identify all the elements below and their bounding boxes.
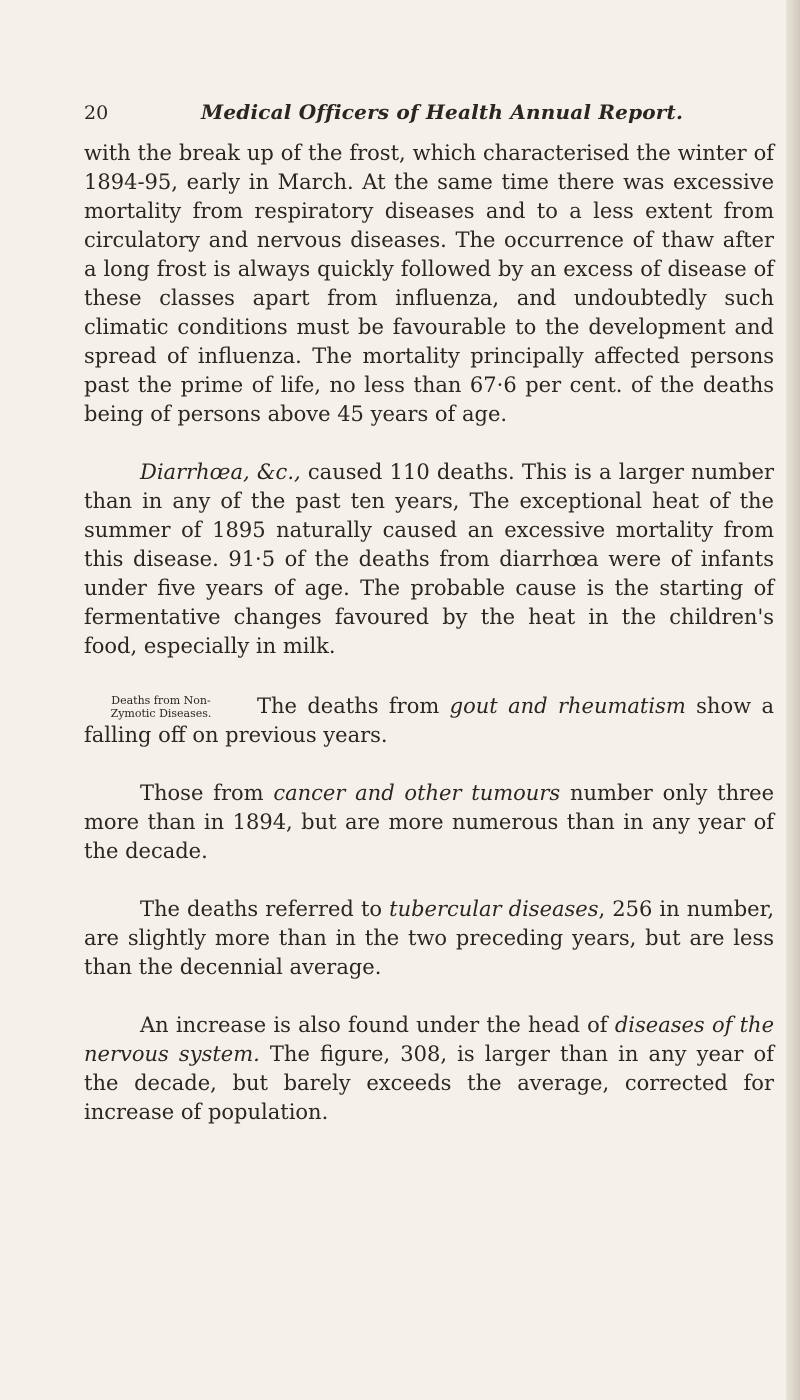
gout-rheumatism-term: gout and rheumatism [449, 694, 686, 718]
page-number: 20 [84, 102, 109, 124]
paragraph-cancer [84, 779, 774, 866]
paragraph-frost-thaw: with the break up of the frost, which characterised the winter of 1894-95, early in March. At the same time there was excessive mortality from respiratory diseases and to a less extent from circulatory and nervous diseases. The occurrence of thaw after a long frost is always quickly followed by an excess of disease of these classes apart from influenza, and undoubtedly such climatic conditions must be favourable to the development and spread of influenza. The mortality principally affected persons past the prime of life, no less than 67·6 per cent. of the deaths being of persons above 45 years of age. [84, 141, 774, 426]
nervous-text-before: An increase is also found under the head of [140, 1013, 615, 1037]
tubercular-text-after: , 256 in number, are slightly more than in the two preceding years, but are less than the decennial average. [84, 897, 774, 979]
tubercular-text-before: The deaths referred to [140, 897, 390, 921]
cancer-text-after: number only three more than in 1894, but are more numerous than in any year of the decade. [84, 781, 774, 863]
diarrhoea-heading: Diarrhœa, &c., [140, 460, 301, 484]
margin-note-line-2: Zymotic Diseases. [110, 707, 212, 720]
diarrhoea-text: caused 110 deaths. This is a larger number than in any of the past ten years, The exceptional heat of the summer of 1895 naturally caused an excessive mortality from this disease. 91·5 of the deaths from diarrhœa were of infants under five years of age. The probable cause is the starting of fermentative changes favoured by the heat in the children's food, especially in milk. [84, 460, 774, 658]
non-zymotic-section [84, 692, 774, 750]
margin-note-line-1: Deaths from Non- [111, 694, 211, 707]
paragraph-tubercular [84, 895, 774, 982]
cancer-term: cancer and other tumours [273, 781, 561, 805]
paragraph-nervous-system [84, 1011, 774, 1127]
running-header [84, 96, 774, 136]
margin-note [86, 694, 236, 720]
paragraph-diarrhoea [84, 458, 774, 661]
nervous-text-after: The figure, 308, is larger than in any year of the decade, but barely exceeds the average, corrected for increase of population. [84, 1042, 774, 1124]
tubercular-term: tubercular diseases [389, 897, 599, 921]
gout-text-after: show a falling off on previous years. [84, 694, 774, 747]
nervous-system-term: diseases of the nervous system. [84, 1013, 774, 1066]
cancer-text-before: Those from [140, 781, 274, 805]
running-title: Medical Officers of Health Annual Report. [201, 100, 684, 124]
document-page [84, 96, 774, 1127]
page-edge-shadow [786, 0, 800, 1400]
gout-text-before: The deaths from [257, 694, 450, 718]
